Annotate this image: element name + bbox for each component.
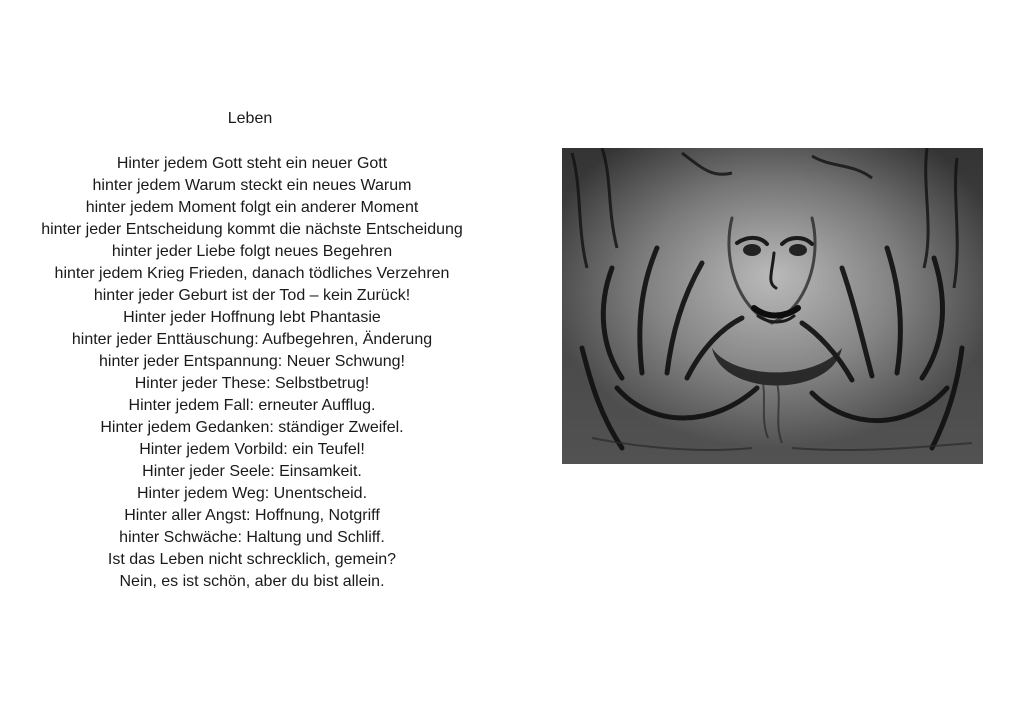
poem-line: hinter Schwäche: Haltung und Schliff. xyxy=(119,529,385,546)
poem-line: hinter jeder Entspannung: Neuer Schwung! xyxy=(99,353,405,370)
poem-line: Hinter jeder These: Selbstbetrug! xyxy=(134,375,370,392)
poem-text xyxy=(10,153,494,593)
poem-line: Hinter jeder Hoffnung lebt Phantasie xyxy=(123,309,381,326)
charcoal-drawing-icon xyxy=(562,148,983,464)
poem-line: Hinter jeder Seele: Einsamkeit. xyxy=(142,463,362,480)
poem-line: hinter jeder Entscheidung kommt die nächste Entscheidung xyxy=(41,221,463,238)
poem-title: Leben xyxy=(227,110,273,127)
poem-line: hinter jedem Krieg Frieden, danach tödliches Verzehren xyxy=(54,265,450,282)
poem-line: Hinter jedem Weg: Unentscheid. xyxy=(136,485,368,502)
poem-line: hinter jeder Liebe folgt neues Begehren xyxy=(111,243,393,260)
poem-line: hinter jeder Geburt ist der Tod – kein Zurück! xyxy=(93,287,411,304)
poem-line: Hinter jedem Fall: erneuter Aufflug. xyxy=(128,397,376,414)
artwork-image xyxy=(562,148,983,464)
poem-line: hinter jeder Enttäuschung: Aufbegehren, Änderung xyxy=(71,331,433,348)
poem-line: Ist das Leben nicht schrecklich, gemein? xyxy=(107,551,397,568)
poem-line: Hinter jedem Gedanken: ständiger Zweifel. xyxy=(100,419,404,436)
poem-line: hinter jedem Moment folgt ein anderer Moment xyxy=(85,199,419,216)
poem-line: Hinter jedem Gott steht ein neuer Gott xyxy=(116,155,388,172)
poem-line: Hinter aller Angst: Hoffnung, Notgriff xyxy=(124,507,380,524)
poem-line: Nein, es ist schön, aber du bist allein. xyxy=(119,573,385,590)
poem-line: hinter jedem Warum steckt ein neues Warum xyxy=(92,177,412,194)
poem-line: Hinter jedem Vorbild: ein Teufel! xyxy=(139,441,365,458)
